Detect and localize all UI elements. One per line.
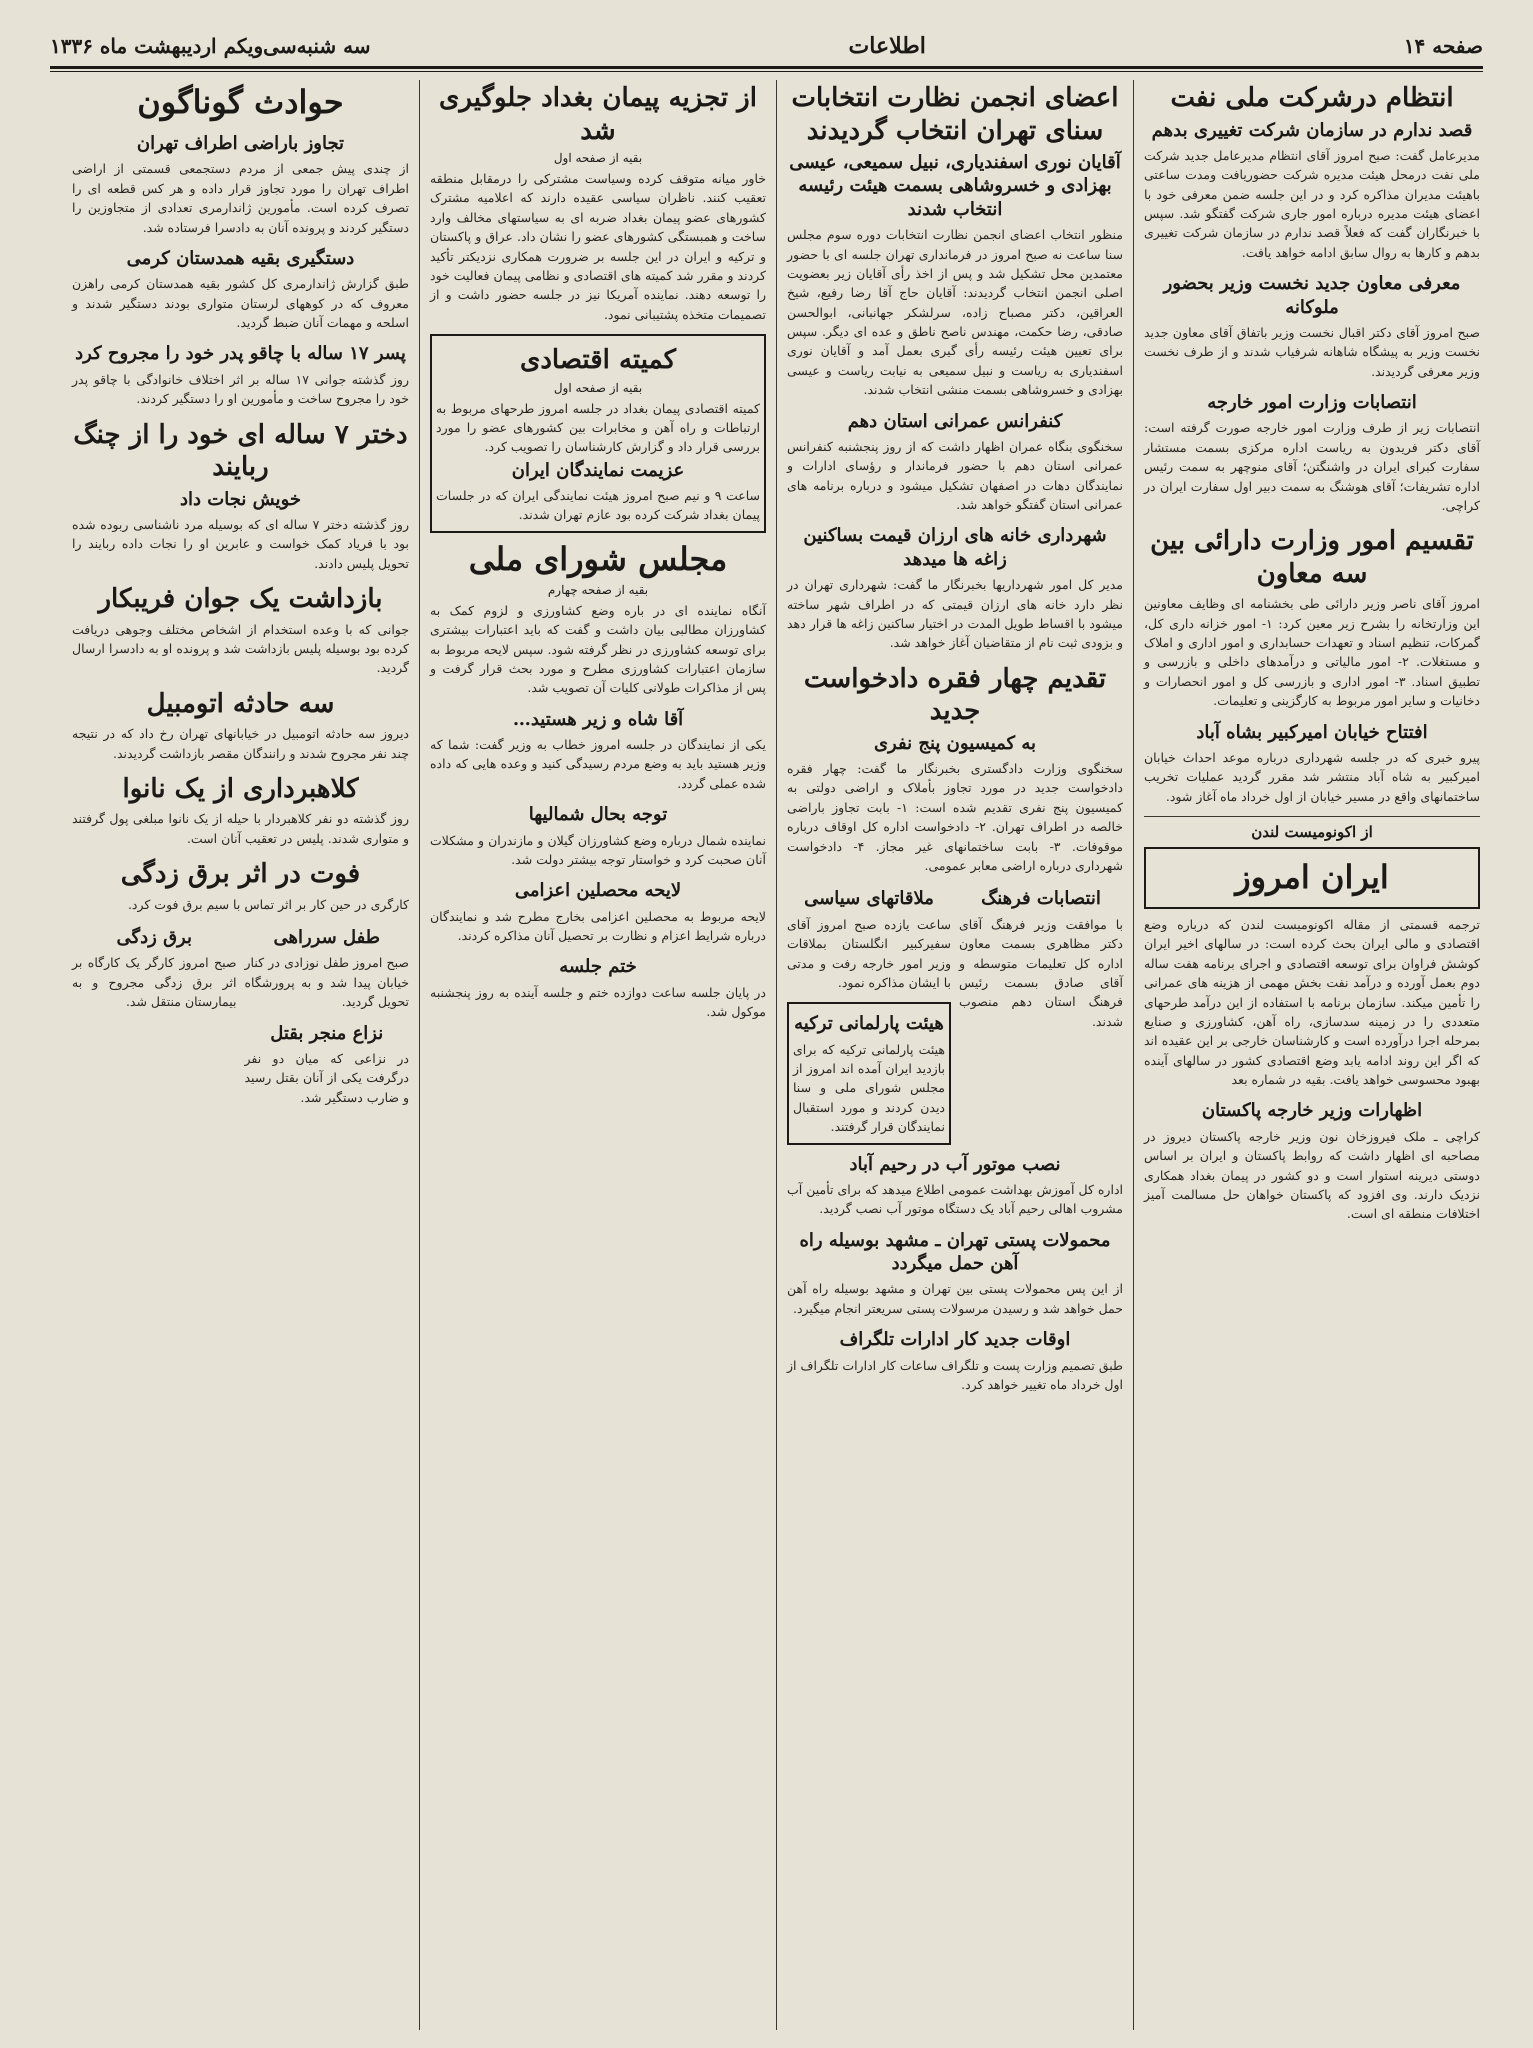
article-body: آنگاه نماینده ای در باره وضع کشاورزی و لزوم کمک به کشاورزان مطالبی بیان داشت و گفت که باید اعتبارات بیشتری برای توسعه کشاورزی در نظر گرفته شود. سپس لایحه مربوط به سازمان اعتبارات کشاورزی مطرح و مورد بحث قرار گرفت و پس از مذاکرات طولانی کلیات آن تصویب شد. — [430, 602, 766, 696]
two-column-block — [72, 924, 409, 1117]
article-electric-shock — [72, 926, 237, 1012]
section-title: حوادث گوناگون — [137, 83, 344, 121]
article-body: در نزاعی که میان دو نفر درگرفت یکی از آنان بقتل رسید و ضارب دستگیر شد. — [244, 1050, 409, 1105]
divider — [1144, 816, 1480, 817]
header-rule-thin — [50, 71, 1483, 72]
headline: بازداشت یک جوان فریبکار — [98, 584, 383, 615]
article-body: صبح امروز طفل نوزادی در کنار خیابان پیدا شد و به پرورشگاه تحویل گردید. — [244, 955, 409, 1010]
headline: انتظام درشرکت ملی نفت — [1170, 83, 1454, 113]
article-deputy-pm — [1144, 272, 1480, 381]
article-body: با موافقت وزیر فرهنگ آقای دکتر مظاهری بسمت معاون اداره کل تعلیمات متوسطه و آقای صادق بسمت رئیس فرهنگ استان دهم منصوب شدند. — [959, 916, 1123, 1029]
subheadline: آقایان نوری اسفندیاری، نبیل سمیعی، عیسی بهزادی و خسروشاهی بسمت هیئت رئیسه انتخاب شدند — [789, 152, 1121, 220]
article-body: دیروز سه حادثه اتومبیل در خیابانهای تهران رخ داد که در نتیجه چند نفر مجروح شدند و رانندگان مقصر بازداشت گردیدند. — [72, 726, 409, 761]
headline: محمولات پستی تهران ـ مشهد بوسیله راه آهن حمل میگردد — [799, 1229, 1111, 1275]
article-senate-election — [787, 82, 1123, 400]
column-2 — [776, 80, 1133, 2030]
article-girl-rescued — [72, 419, 409, 574]
article-land-encroachment — [72, 132, 409, 237]
continued-label: بقیه از صفحه اول — [553, 151, 643, 165]
article-telegraph-hours — [787, 1328, 1123, 1394]
headline: دستگیری بقیه همدستان کرمی — [126, 247, 355, 269]
headline: برق زدگی — [116, 927, 192, 949]
headline: از تجزیه پیمان بغداد جلوگیری شد — [439, 83, 757, 146]
article-fatal-fight — [245, 1022, 410, 1108]
article-body: کارگری در حین کار بر اثر تماس با سیم برق فوت کرد. — [127, 896, 409, 912]
article-body: ساعت یازده صبح امروز آقای سفیرکبیر انگلستان بملاقات وزیر امور خارجه رفت و مدتی با ایشان مذاکره نمود. — [787, 916, 951, 990]
column-1 — [1133, 80, 1490, 2030]
article-body: انتصابات زیر از طرف وزارت امور خارجه صورت گرفته است: آقای دکتر فریدون به ریاست اداره مرکزی بسمت مستشار سفارت کبرای ایران در واشنگتن؛ آقای منوچهر به سمت رئیس اداره تشریفات؛ آقای هوشنگ به سمت دبیر اول سفارت ایران در کراچی. — [1144, 420, 1480, 513]
article-body: ترجمه قسمتی از مقاله اکونومیست لندن که درباره وضع اقتصادی و مالی ایران بحث کرده است: در سالهای اخیر ایران کوشش فراوان برای توسعه اقتصادی و اجرای برنامه هفت ساله دوم بعمل آورده و درآمد نفت بخش مهمی از هزینه های عمرانی را تأمین میکند. سازمان برنامه با استفاده از این درآمد طرحهای متعددی را در زمینه سدسازی، راه آهن، کشاورزی و صنایع بمرحله اجرا درآورده است و کارشناسان خارجی بر این عقیده اند که اگر این روند ادامه یابد وضع اقتصادی کشور در سالهای آینده بهبود محسوسی خواهد یافت. بقیه در شماره بعد — [1144, 917, 1480, 1088]
article-development-conference — [787, 410, 1123, 515]
article-body: سخنگوی بنگاه عمران اظهار داشت که از روز پنجشنبه کنفرانس عمرانی استان دهم با حضور فرماندار و رؤسای ادارات و نمایندگان دهات در اصفهان تشکیل میشود و درباره برنامه های عمرانی استان گفتگو خواهد شد. — [787, 438, 1123, 513]
subheadline: قصد ندارم در سازمان شرکت تغییری بدهم — [1151, 119, 1473, 141]
article-body: ساعت ۹ و نیم صبح امروز هیئت نمایندگی ایران که در جلسات پیمان بغداد شرکت کرده بود عازم تهران شدند. — [436, 488, 760, 523]
article-body: جوانی که با وعده استخدام از اشخاص مختلف وجوهی دریافت کرده بود بوسیله پلیس بازداشت شد و پرونده او به دادسرا ارسال گردید. — [72, 621, 409, 676]
article-culture-appointments — [959, 887, 1123, 1031]
headline: دختر ۷ ساله ای خود را از چنگ ربایند — [73, 419, 408, 483]
page-header — [50, 28, 1483, 64]
article-foundling — [245, 926, 410, 1012]
article-low-cost-housing — [787, 524, 1123, 652]
article-body: مدیرعامل گفت: صبح امروز آقای انتظام مدیرعامل جدید شرکت ملی نفت درمحل هیئت مدیره شرکت حضوریافت ومدت ساعتی باهیئت مدیران مذاکره کرد و در این جلسه ضمن معرفی خود با اعضای هیئت مدیره درباره امور جاری شرکت گفتگو شد. سپس با خبرنگاران گفت که فعلاً قصد ندارم در سازمان شرکت تغییری بدهم و کارها به روال سابق ادامه خواهد یافت. — [1144, 147, 1480, 260]
headline-box — [1144, 847, 1480, 909]
article-knife-attack — [72, 342, 409, 408]
headline: کنفرانس عمرانی استان دهم — [847, 410, 1063, 432]
column-4 — [62, 80, 419, 2030]
article-turkish-delegation — [787, 1002, 951, 1144]
article-fraudster-arrest — [72, 583, 409, 678]
headline: ایران امروز — [1235, 858, 1389, 897]
article-electrocution — [72, 858, 409, 914]
article-water-pump — [787, 1153, 1123, 1219]
headline: نزاع منجر بقتل — [270, 1022, 384, 1044]
article-body: از چندی پیش جمعی از مردم دستجمعی قسمتی از اراضی اطراف تهران را مورد تجاوز قرار داده و هر کس قطعه ای را تصرف کرده است. مأمورین ژاندارمری تعدادی از متجاوزین را دستگیر کردند و پرونده آنان به دادسرا فرستاده شد. — [72, 161, 409, 235]
two-column-block — [787, 885, 1123, 1150]
article-session-end — [430, 955, 766, 1021]
headline: ملاقاتهای سیاسی — [804, 888, 934, 910]
article-body: پیرو خبری که در جلسه شهرداری درباره موعد احداث خیابان امیرکبیر به شاه آباد منتشر شد مقرر گردید عملیات تخریب ساختمانهای واقع در مسیر خیابان از اول خرداد ماه آغاز شود. — [1144, 749, 1480, 804]
article-car-accidents — [72, 688, 409, 763]
article-minister-remark — [430, 708, 766, 794]
article-body: خاور میانه متوقف کرده وسیاست مشترکی را درمقابل منطقه تعقیب کنند. ناظران سیاسی عقیده دارند که اعلامیه مشترک کشورهای عضو پیمان بغداد ضربه ای به سیاستهای مخالف وارد ساخت و همبستگی کشورهای عضو را نشان داد. عراق و پاکستان و ترکیه و ایران در این جلسه بر ضرورت همکاری نزدیکتر تأکید کردند و مقرر شد کمیته های اقتصادی و نظامی پیمان فعالیت خود را توسعه دهند. نماینده آمریکا نیز در جلسه حضور داشت و از تصمیمات متخذه پشتیبانی نمود. — [430, 171, 766, 322]
article-body: صبح امروز آقای دکتر اقبال نخست وزیر باتفاق آقای معاون جدید نخست وزیر به پیشگاه شاهانه شرفیاب شدند و از طرف نخست وزیر معرفی گردیدند. — [1144, 324, 1480, 379]
article-finance-ministry — [1144, 525, 1480, 710]
article-body: از این پس محمولات پستی بین تهران و مشهد بوسیله راه آهن حمل خواهد شد و رسیدن مرسولات پستی سریعتر انجام میگیرد. — [787, 1281, 1123, 1316]
article-political-meetings — [787, 887, 951, 992]
source-label: از اکونومیست لندن — [1251, 823, 1373, 842]
headline: مجلس شورای ملی — [468, 539, 728, 578]
continued-label: بقیه از صفحه اول — [553, 380, 643, 395]
headline: هیئت پارلمانی ترکیه — [794, 1013, 944, 1035]
article-body: لایحه مربوط به محصلین اعزامی بخارج مطرح شد و نمایندگان درباره شرایط اعزام و نظارت بر تحصیل آنان مذاکره کردند. — [430, 908, 766, 944]
article-foreign-ministry — [1144, 391, 1480, 515]
headline: شهرداری خانه های ارزان قیمت بساکنین زاغه ها میدهد — [803, 525, 1107, 570]
article-body: نماینده شمال درباره وضع کشاورزان گیلان و مازندران و مشکلات آنان صحبت کرد و خواستار توجه بیشتر دولت شد. — [430, 832, 766, 867]
article-body: کمیته اقتصادی پیمان بغداد در جلسه امروز طرحهای مربوط به ارتباطات و راه آهن و مخابرات بین کشورهای عضو را مورد بررسی قرار داد و گزارش کارشناسان را تصویب کرد. — [436, 400, 760, 455]
headline: اوقات جدید کار ادارات تلگراف — [839, 1329, 1071, 1351]
headline: نصب موتور آب در رحیم آباد — [849, 1153, 1061, 1175]
headline: توجه بحال شمالیها — [528, 804, 668, 826]
article-body: روز گذشته دو نفر کلاهبردار با حیله از یک نانوا مبلغی پول گرفتند و متواری شدند. پلیس در تعقیب آنان است. — [72, 811, 409, 846]
headline: ختم جلسه — [559, 956, 637, 978]
article-body: اداره کل آموزش بهداشت عمومی اطلاع میدهد که برای تأمین آب مشروب اهالی رحیم آباد یک دستگاه موتور آب نصب گردید. — [787, 1181, 1123, 1217]
article-majlis — [430, 539, 766, 698]
article-body: امروز آقای ناصر وزیر دارائی طی بخشنامه ای وظایف معاونین این وزارتخانه را بشرح زیر معین کرد: ۱- امور خزانه داری کل، گمرکات، تنظیم اسناد و تعهدات حسابداری و امور اداری و املاک و مستغلات. ۲- امور مالیاتی و درآمدهای داخلی و بازرسی و تطبیق اسناد. ۳- امور اداری و بازرسی کل و امور انحصارات و دخانیات و سایر امور مربوط به کارگزینی و تعلیمات. — [1144, 596, 1480, 709]
headline: کمیته اقتصادی — [520, 345, 676, 375]
headline: افتتاح خیابان امیرکبیر بشاه آباد — [1196, 721, 1428, 743]
article-body: طبق گزارش ژاندارمری کل کشور بقیه همدستان کرمی راهزن معروف که در کوههای لرستان متواری بودند دستگیر شدند و اسلحه و مهمات آنان ضبط گردید. — [72, 276, 409, 331]
article-body: مدیر کل امور شهرداریها بخبرنگار ما گفت: شهرداری تهران در نظر دارد خانه های ارزان قیمتی که در اطراف شهر ساخته میشود با اقساط طویل المدت در اختیار ساکنین زاغه ها قرار دهد و بزودی ثبت نام از متقاضیان آغاز خواهد شد. — [787, 577, 1123, 651]
newspaper-name: اطلاعات — [848, 33, 926, 59]
section-incidents — [72, 82, 409, 122]
article-body: روز گذشته جوانی ۱۷ ساله بر اثر اختلاف خانوادگی با چاقو پدر خود را مجروح ساخت و مأمورین او را دستگیر کردند. — [72, 371, 409, 407]
headline: فوت در اثر برق زدگی — [120, 859, 361, 890]
columns — [50, 80, 1490, 2030]
issue-date: سه شنبه‌سی‌ویکم اردیبهشت ماه ۱۳۳۶ — [50, 34, 371, 58]
headline: سه حادثه اتومبیل — [146, 688, 335, 719]
headline: تقسیم امور وزارت دارائی بین سه معاون — [1150, 526, 1474, 589]
article-body: هیئت پارلمانی ترکیه که برای بازدید ایران آمده اند امروز از مجلس شورای ملی و سنا دیدن کردند و مورد استقبال نمایندگان قرار گرفتند. — [793, 1041, 945, 1135]
article-amir-kabir-street — [1144, 721, 1480, 807]
article-northerners — [430, 803, 766, 869]
article-baker-fraud — [72, 773, 409, 848]
headline: طفل سرراهی — [273, 927, 381, 949]
article-body: روز گذشته دختر ۷ ساله ای که بوسیله مرد ناشناسی ربوده شده بود با فریاد کمک خواست و عابرین او را نجات داده ربایند را تحویل پلیس دادند. — [72, 516, 409, 571]
headline: اظهارات وزیر خارجه پاکستان — [1201, 1100, 1423, 1122]
headline: اعضای انجمن نظارت انتخابات سنای تهران انتخاب گردیدند — [791, 83, 1119, 146]
article-postal-rail — [787, 1229, 1123, 1319]
column-3 — [419, 80, 776, 2030]
article-karami-gang — [72, 247, 409, 333]
article-body: طبق تصمیم وزارت پست و تلگراف ساعات کار ادارات تلگراف از اول خرداد ماه تغییر خواهد کرد. — [787, 1357, 1123, 1392]
headline: عزیمت نمایندگان ایران — [511, 459, 685, 481]
headline: کلاهبرداری از یک نانوا — [122, 773, 359, 804]
headline: معرفی معاون جدید نخست وزیر بحضور ملوکانه — [1163, 273, 1461, 318]
headline: تجاوز باراضی اطراف تهران — [136, 133, 345, 154]
headline: لایحه محصلین اعزامی — [514, 880, 682, 902]
headline: انتصابات وزارت امور خارجه — [1207, 392, 1417, 414]
article-body: منظور انتخاب اعضای انجمن نظارت انتخابات دوره سوم مجلس سنا ساعت نه صبح امروز در فرمانداری تهران جلسه ای با حضور معتمدین محل تشکیل شد و پس از اخذ رأی آقایان زیر بعضویت اصلی انجمن انتخاب گردیدند: آقایان حاج آقا رضا رفیع، شیخ العراقین، دکتر مصباح زاده، سرلشکر جهانبانی، ابوالحسن صادقی، رضا حکمت، مهندس ناصح ناطق و عده ای دیگر. سپس برای تعیین هیئت رئیسه رأی گیری بعمل آمد و آقایان نوری اسفندیاری به ریاست و نبیل سمیعی به نیابت ریاست و عیسی بهزادی و خسروشاهی بسمت منشی انتخاب شدند. — [787, 227, 1123, 398]
headline: پسر ۱۷ ساله با چاقو پدر خود را مجروح کرد — [75, 343, 406, 365]
subheadline: به کمیسیون پنج نفری — [873, 732, 1037, 754]
article-iran-today — [1144, 823, 1480, 1089]
article-pakistan-fm — [1144, 1099, 1480, 1223]
article-body: در پایان جلسه ساعت دوازده ختم و جلسه آینده به روز پنجشنبه موکول شد. — [430, 984, 766, 1020]
headline: تقدیم چهار فقره دادخواست جدید — [803, 663, 1107, 727]
article-body: سخنگوی وزارت دادگستری بخبرنگار ما گفت: چهار فقره دادخواست جدید در مورد تجاوز بأملاک و اراضی دولتی به کمیسیون پنج نفری تقدیم شده است: ۱- بابت تجاوز باراضی خالصه در اطراف تهران. ۲- دادخواست اداره کل اوقاف درباره موقوفات. ۳- بابت ساختمانهای غیر مجاز. ۴- دادخواست شهرداری درباره اراضی معابر عمومی. — [787, 761, 1123, 873]
page-number: صفحه ۱۴ — [1403, 34, 1483, 58]
article-baghdad-pact — [430, 82, 766, 324]
headline: انتصابات فرهنگ — [981, 888, 1101, 910]
article-new-petitions — [787, 663, 1123, 876]
article-body: صبح امروز کارگر یک کارگاه بر اثر برق زدگی مجروح و به بیمارستان منتقل شد. — [72, 955, 237, 1010]
headline: آقا شاه و زیر هستید… — [512, 708, 684, 730]
article-students-bill — [430, 879, 766, 945]
continued-label: بقیه از صفحه چهارم — [547, 582, 649, 597]
article-body: یکی از نمایندگان در جلسه امروز خطاب به وزیر گفت: شما که وزیر هستید باید به وضع مردم رسیدگی کنید و وعده هایی که داده شده عملی گردد. — [430, 737, 766, 791]
header-rule — [50, 66, 1483, 69]
article-body: کراچی ـ ملک فیروزخان نون وزیر خارجه پاکستان دیروز در مصاحبه ای اظهار داشت که روابط پاکستان و ایران بر اساس دوستی دیرینه استوار است و دو کشور در پیمان بغداد همکاری نزدیک دارند. وی افزود که پاکستان خواهان حل مسالمت آمیز اختلافات منطقه ای است. — [1144, 1128, 1480, 1222]
article-economic-committee — [430, 334, 766, 533]
subheadline: خویش نجات داد — [179, 488, 301, 510]
article-nioc — [1144, 82, 1480, 262]
